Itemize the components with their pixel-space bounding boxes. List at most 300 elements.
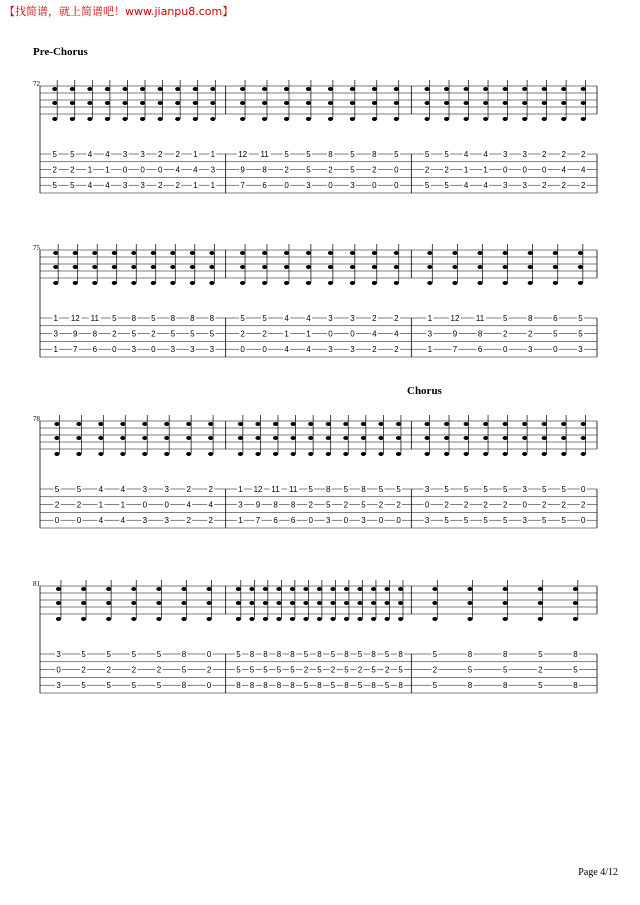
music-system-1 (0, 80, 640, 200)
tab-fret-number: 8 (249, 681, 255, 691)
page-number: Page 4/12 (578, 867, 618, 878)
notehead (308, 436, 313, 440)
notehead (326, 436, 331, 440)
notehead (483, 452, 488, 456)
tab-fret-number: 2 (541, 500, 547, 510)
notehead (328, 101, 333, 105)
notehead (432, 617, 437, 621)
tab-fret-number: 2 (208, 516, 213, 526)
tab-fret-number: 0 (56, 665, 61, 675)
tab-fret-number: 8 (317, 681, 322, 691)
tab-fret-number: 5 (483, 516, 488, 526)
tab-fret-number: 0 (206, 681, 212, 691)
tab-fret-number: 5 (131, 650, 137, 659)
notehead (273, 452, 278, 456)
tab-fret-number: 2 (444, 500, 449, 510)
notehead (328, 265, 333, 269)
notehead (186, 436, 191, 440)
notehead (378, 436, 383, 440)
notehead (181, 587, 186, 591)
notehead (477, 251, 482, 255)
notehead (328, 87, 333, 91)
tab-fret-number: 8 (263, 681, 268, 691)
tab-fret-number: 4 (561, 165, 566, 175)
notehead (52, 117, 57, 121)
tab-fret-number: 4 (208, 500, 213, 510)
tab-fret-number: 5 (344, 665, 349, 675)
notehead (249, 587, 254, 591)
tab-fret-number: 0 (328, 329, 333, 339)
notehead (561, 436, 566, 440)
tab-fret-number: 5 (396, 485, 401, 494)
notehead (122, 117, 127, 121)
notehead (350, 87, 355, 91)
tab-fret-number: 4 (483, 181, 488, 191)
tab-fret-number: 3 (578, 345, 583, 355)
tab-fret-number: 8 (361, 485, 366, 494)
notehead (317, 587, 322, 591)
tab-fret-number: 3 (142, 485, 148, 494)
tab-fret-number: 5 (156, 681, 162, 691)
tab-fret-number: 3 (140, 150, 145, 159)
tab-fret-number: 5 (276, 665, 282, 675)
notehead (394, 265, 399, 269)
notehead (240, 265, 245, 269)
notehead (236, 601, 241, 605)
notehead (561, 117, 566, 121)
tab-fret-number: 8 (131, 314, 137, 323)
notehead (249, 601, 254, 605)
notehead (553, 265, 558, 269)
tab-fret-number: 5 (578, 329, 583, 339)
notehead (98, 452, 103, 456)
tab-fret-number: 4 (120, 485, 126, 494)
notehead (542, 117, 547, 121)
notehead (92, 251, 97, 255)
tab-fret-number: 2 (357, 665, 363, 675)
tab-fret-number: 11 (288, 485, 298, 494)
notehead (306, 101, 311, 105)
tab-fret-number: 3 (528, 345, 533, 355)
tab-fret-number: 3 (56, 681, 61, 691)
notehead (190, 281, 195, 285)
notehead (538, 587, 543, 591)
notehead (452, 281, 457, 285)
tab-fret-number: 8 (276, 681, 282, 691)
notehead (361, 422, 366, 426)
notehead (276, 617, 281, 621)
notehead (396, 422, 401, 426)
notehead (255, 452, 260, 456)
tab-fret-number: 3 (522, 150, 527, 159)
notehead (394, 117, 399, 121)
notehead (538, 601, 543, 605)
tab-fret-number: 0 (394, 165, 399, 175)
notehead (291, 452, 296, 456)
notehead (371, 601, 376, 605)
tab-fret-number: 8 (372, 150, 377, 159)
notehead (140, 101, 145, 105)
notehead (328, 251, 333, 255)
notehead (394, 251, 399, 255)
notehead (306, 251, 311, 255)
tab-fret-number: 2 (186, 516, 191, 526)
tab-fret-number: 2 (76, 500, 82, 510)
notehead (284, 265, 289, 269)
notehead (344, 601, 349, 605)
tab-fret-number: 5 (170, 329, 176, 339)
section-label-chorus: Chorus (407, 385, 442, 397)
tab-fret-number: 5 (326, 500, 331, 510)
notehead (503, 251, 508, 255)
notehead (142, 452, 147, 456)
tab-fret-number: 2 (206, 665, 212, 675)
tab-fret-number: 0 (164, 500, 169, 510)
tab-fret-number: 8 (92, 329, 98, 339)
tab-fret-number: 0 (502, 165, 508, 175)
notehead (350, 265, 355, 269)
tab-fret-number: 5 (371, 665, 376, 675)
tab-fret-number: 5 (112, 314, 117, 323)
tab-fret-number: 5 (561, 485, 566, 494)
tab-fret-number: 1 (427, 345, 433, 355)
tab-fret-number: 5 (467, 665, 473, 675)
notehead (398, 587, 403, 591)
notehead (207, 587, 212, 591)
notehead (503, 87, 508, 91)
tab-fret-number: 8 (262, 165, 267, 175)
notehead (326, 452, 331, 456)
tab-fret-number: 2 (303, 665, 309, 675)
notehead (106, 601, 111, 605)
tab-fret-number: 5 (156, 650, 162, 659)
music-system-2 (0, 244, 640, 364)
notehead (350, 101, 355, 105)
notehead (262, 265, 267, 269)
notehead (52, 101, 57, 105)
notehead (424, 436, 429, 440)
notehead (384, 601, 389, 605)
tab-fret-number: 8 (263, 650, 268, 659)
notehead (236, 617, 241, 621)
tab-fret-number: 3 (361, 516, 366, 526)
notehead (306, 117, 311, 121)
tab-fret-number: 3 (502, 181, 508, 191)
tab-fret-number: 0 (372, 181, 377, 191)
notehead (284, 101, 289, 105)
tab-fret-number: 3 (328, 345, 333, 355)
tab-fret-number: 2 (396, 500, 401, 510)
tab-fret-number: 0 (350, 329, 355, 339)
notehead (424, 101, 429, 105)
notehead (384, 617, 389, 621)
notehead (181, 601, 186, 605)
notehead (207, 617, 212, 621)
tab-fret-number: 8 (170, 314, 176, 323)
tab-fret-number: 8 (236, 681, 241, 691)
notehead (343, 422, 348, 426)
notehead (120, 436, 125, 440)
notehead (378, 452, 383, 456)
tab-fret-number: 6 (553, 314, 558, 323)
tab-fret-number: 8 (398, 681, 403, 691)
tab-fret-number: 4 (98, 485, 104, 494)
tab-fret-number: 5 (384, 650, 390, 659)
notehead (396, 436, 401, 440)
notehead (262, 87, 267, 91)
notehead (528, 281, 533, 285)
tab-fret-number: 8 (326, 485, 331, 494)
notehead (209, 251, 214, 255)
tab-fret-number: 4 (581, 165, 586, 175)
notehead (186, 452, 191, 456)
tab-fret-number: 3 (522, 181, 527, 191)
notehead (238, 452, 243, 456)
notehead (238, 422, 243, 426)
notehead (503, 587, 508, 591)
tab-fret-number: 2 (538, 665, 543, 675)
tab-fret-number: 5 (262, 314, 267, 323)
notehead (578, 265, 583, 269)
notehead (427, 281, 432, 285)
tab-fret-number: 8 (249, 650, 255, 659)
notehead (53, 281, 58, 285)
notehead (164, 452, 169, 456)
tab-fret-number: 5 (424, 150, 430, 159)
notehead (581, 452, 586, 456)
notehead (542, 452, 547, 456)
notehead (432, 601, 437, 605)
tab-fret-number: 5 (541, 485, 547, 494)
tab-fret-number: 5 (70, 150, 75, 159)
notehead (573, 617, 578, 621)
tab-fret-number: 1 (238, 516, 243, 526)
notehead (120, 422, 125, 426)
notehead (372, 281, 377, 285)
measure-number: 78 (33, 415, 40, 423)
tab-fret-number: 2 (561, 500, 566, 510)
notehead (561, 101, 566, 105)
notehead (70, 87, 75, 91)
notehead (76, 452, 81, 456)
tab-fret-number: 3 (306, 181, 311, 191)
notehead (581, 101, 586, 105)
notehead (276, 587, 281, 591)
tab-fret-number: 5 (444, 516, 449, 526)
notehead (398, 617, 403, 621)
tab-fret-number: 0 (284, 181, 289, 191)
notehead (578, 281, 583, 285)
tab-fret-number: 5 (378, 485, 384, 494)
notehead (106, 587, 111, 591)
tab-fret-number: 3 (140, 181, 145, 191)
tab-fret-number: 2 (112, 329, 117, 339)
notehead (106, 617, 111, 621)
tab-fret-number: 5 (70, 181, 75, 191)
notehead (273, 436, 278, 440)
notehead (208, 422, 213, 426)
notehead (542, 422, 547, 426)
tab-fret-number: 5 (394, 150, 399, 159)
tab-fret-number: 2 (432, 665, 438, 675)
notehead (170, 265, 175, 269)
notehead (464, 422, 469, 426)
tab-fret-number: 7 (240, 181, 245, 191)
tab-fret-number: 4 (394, 329, 399, 339)
tab-fret-number: 3 (122, 181, 128, 191)
tab-fret-number: 2 (378, 500, 384, 510)
tab-fret-number: 5 (76, 485, 82, 494)
tab-fret-number: 3 (131, 345, 137, 355)
tab-fret-number: 8 (276, 650, 282, 659)
tab-fret-number: 3 (142, 516, 148, 526)
notehead (175, 117, 180, 121)
notehead (424, 87, 429, 91)
tab-fret-number: 8 (528, 314, 533, 323)
notehead (284, 251, 289, 255)
tab-fret-number: 2 (106, 665, 111, 675)
notehead (477, 281, 482, 285)
tab-fret-number: 5 (81, 650, 86, 659)
tab-fret-number: 8 (273, 500, 278, 510)
tab-fret-number: 12 (253, 485, 263, 494)
tab-fret-number: 8 (502, 650, 508, 659)
tab-fret-number: 9 (255, 500, 261, 510)
notehead (156, 617, 161, 621)
notehead (255, 422, 260, 426)
tab-fret-number: 12 (70, 314, 80, 323)
tab-fret-number: 3 (427, 329, 433, 339)
tab-fret-number: 8 (290, 650, 295, 659)
tab-fret-number: 5 (444, 485, 449, 494)
tab-fret-number: 3 (164, 485, 169, 494)
notehead (350, 117, 355, 121)
notehead (343, 452, 348, 456)
notehead (372, 265, 377, 269)
tab-fret-number: 7 (73, 345, 78, 355)
tab-fret-number: 0 (541, 165, 547, 175)
notehead (92, 265, 97, 269)
notehead (538, 617, 543, 621)
notehead (142, 422, 147, 426)
tab-fret-number: 2 (463, 500, 469, 510)
notehead (87, 117, 92, 121)
tab-fret-number: 5 (553, 329, 558, 339)
notehead (344, 587, 349, 591)
tab-fret-number: 11 (90, 314, 99, 323)
measure-number: 81 (33, 580, 40, 588)
tab-fret-number: 1 (306, 329, 311, 339)
tab-fret-number: 5 (483, 485, 488, 494)
tab-fret-number: 8 (467, 650, 473, 659)
tab-fret-number: 0 (206, 650, 212, 659)
notehead (52, 87, 57, 91)
notehead (263, 617, 268, 621)
notehead (81, 587, 86, 591)
tab-fret-number: 8 (344, 650, 349, 659)
tab-fret-number: 5 (502, 485, 508, 494)
tab-fret-number: 1 (427, 314, 433, 323)
tab-fret-number: 5 (131, 329, 137, 339)
notehead (70, 117, 75, 121)
notehead (131, 251, 136, 255)
tab-fret-number: 3 (326, 516, 331, 526)
notehead (186, 422, 191, 426)
notehead (467, 617, 472, 621)
notehead (240, 251, 245, 255)
tab-fret-number: 5 (190, 329, 195, 339)
tab-fret-number: 5 (561, 516, 566, 526)
tab-fret-number: 8 (290, 500, 296, 510)
tab-fret-number: 1 (463, 165, 469, 175)
tab-fret-number: 4 (175, 165, 180, 175)
tab-fret-number: 9 (452, 329, 458, 339)
tab-fret-number: 2 (581, 500, 586, 510)
notehead (343, 436, 348, 440)
notehead (290, 587, 295, 591)
notehead (522, 436, 527, 440)
tab-fret-number: 4 (463, 181, 469, 191)
notehead (291, 422, 296, 426)
notehead (273, 422, 278, 426)
tab-fret-number: 5 (444, 150, 449, 159)
notehead (578, 251, 583, 255)
tab-fret-number: 2 (54, 500, 60, 510)
tab-fret-number: 5 (306, 165, 311, 175)
notehead (371, 617, 376, 621)
tab-fret-number: 11 (260, 150, 269, 159)
tab-fret-number: 5 (284, 150, 289, 159)
notehead (290, 617, 295, 621)
notehead (427, 251, 432, 255)
tab-fret-number: 5 (151, 314, 156, 323)
tab-fret-number: 2 (156, 665, 162, 675)
notehead (209, 265, 214, 269)
tab-fret-number: 5 (330, 650, 336, 659)
tab-fret-number: 5 (209, 329, 215, 339)
tab-fret-number: 5 (343, 485, 349, 494)
tab-fret-number: 0 (394, 181, 399, 191)
tab-fret-number: 0 (308, 516, 313, 526)
tab-fret-number: 2 (394, 345, 399, 355)
notehead (209, 281, 214, 285)
tab-fret-number: 4 (463, 150, 469, 159)
notehead (56, 587, 61, 591)
notehead (193, 117, 198, 121)
tab-fret-number: 3 (522, 516, 527, 526)
notehead (193, 87, 198, 91)
tab-fret-number: 8 (328, 150, 333, 159)
notehead (317, 601, 322, 605)
tab-fret-number: 0 (240, 345, 245, 355)
notehead (170, 251, 175, 255)
notehead (120, 452, 125, 456)
notehead (92, 281, 97, 285)
notehead (158, 101, 163, 105)
tab-fret-number: 2 (175, 181, 180, 191)
notehead (467, 587, 472, 591)
tab-fret-number: 4 (105, 181, 110, 191)
tab-fret-number: 4 (98, 516, 104, 526)
tab-fret-number: 5 (236, 665, 241, 675)
tab-fret-number: 5 (350, 165, 355, 175)
notehead (561, 452, 566, 456)
notehead (573, 601, 578, 605)
tab-fret-number: 5 (578, 314, 583, 323)
notehead (208, 452, 213, 456)
tab-fret-number: 0 (581, 485, 586, 494)
tab-fret-number: 4 (284, 345, 289, 355)
